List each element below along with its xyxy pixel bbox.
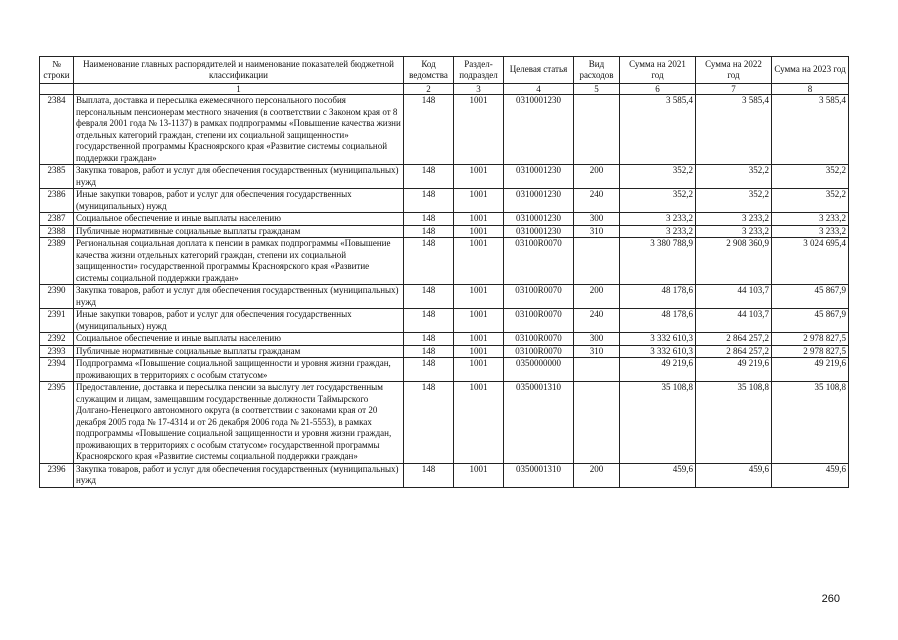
column-number: 1: [74, 84, 404, 95]
expense-type-cell: 310: [574, 345, 620, 358]
expense-type-cell: 200: [574, 165, 620, 189]
description-cell: Иные закупки товаров, работ и услуг для обеспечения государственных (муниципальных) нужд: [74, 189, 404, 213]
table-row: [40, 333, 849, 346]
amount-2021-cell: 3 233,2: [620, 213, 696, 226]
expense-type-cell: [574, 95, 620, 165]
table-row: [40, 358, 849, 382]
amount-2022-cell: 459,6: [696, 463, 772, 487]
dept-code-cell: 148: [404, 333, 454, 346]
amount-2022-cell: 3 233,2: [696, 225, 772, 238]
table-row: [40, 463, 849, 487]
amount-2022-cell: 44 103,7: [696, 309, 772, 333]
description-cell: Публичные нормативные социальные выплаты гражданам: [74, 225, 404, 238]
amount-2023-cell: 352,2: [772, 189, 849, 213]
description-cell: Предоставление, доставка и пересылка пенсии за выслугу лет государственным служащим и лицам, замещавшим государственные должности Таймырского Долгано-Ненецкого автономного округа (в соответствии с законами края от 20 декабря 2005 года № 17-4314 и от 26 декабря 2006 года № 21-5553), в рамках подпрограммы «Повышение социальной защищенности и уровня жизни граждан, проживающих в территориях с особым статусом» государственной программы Красноярского края «Развитие системы социальной поддержки граждан»: [74, 382, 404, 464]
amount-2021-cell: 3 380 788,9: [620, 238, 696, 285]
target-article-cell: 0310001230: [504, 189, 574, 213]
target-article-cell: 0310001230: [504, 165, 574, 189]
amount-2022-cell: 2 864 257,2: [696, 333, 772, 346]
amount-2023-cell: 2 978 827,5: [772, 333, 849, 346]
target-article-cell: 0310001230: [504, 213, 574, 226]
table-header-row: [40, 57, 849, 84]
description-cell: Закупка товаров, работ и услуг для обеспечения государственных (муниципальных) нужд: [74, 463, 404, 487]
section-cell: 1001: [454, 345, 504, 358]
column-number: 8: [772, 84, 849, 95]
dept-code-cell: 148: [404, 463, 454, 487]
row-number-cell: 2385: [40, 165, 74, 189]
row-number-cell: 2393: [40, 345, 74, 358]
section-cell: 1001: [454, 463, 504, 487]
amount-2021-cell: 352,2: [620, 189, 696, 213]
dept-code-cell: 148: [404, 95, 454, 165]
table-row: [40, 165, 849, 189]
column-number: 7: [696, 84, 772, 95]
expense-type-cell: 240: [574, 309, 620, 333]
column-header: Код ведомства: [404, 57, 454, 84]
amount-2022-cell: 2 908 360,9: [696, 238, 772, 285]
description-cell: Закупка товаров, работ и услуг для обеспечения государственных (муниципальных) нужд: [74, 285, 404, 309]
section-cell: 1001: [454, 309, 504, 333]
section-cell: 1001: [454, 333, 504, 346]
target-article-cell: 0350001310: [504, 382, 574, 464]
amount-2022-cell: 3 585,4: [696, 95, 772, 165]
amount-2021-cell: 3 585,4: [620, 95, 696, 165]
column-header: № строки: [40, 57, 74, 84]
target-article-cell: 03100R0070: [504, 345, 574, 358]
dept-code-cell: 148: [404, 358, 454, 382]
section-cell: 1001: [454, 285, 504, 309]
amount-2021-cell: 352,2: [620, 165, 696, 189]
row-number-cell: 2390: [40, 285, 74, 309]
table-row: [40, 345, 849, 358]
dept-code-cell: 148: [404, 309, 454, 333]
expense-type-cell: 300: [574, 333, 620, 346]
amount-2022-cell: 35 108,8: [696, 382, 772, 464]
dept-code-cell: 148: [404, 382, 454, 464]
dept-code-cell: 148: [404, 213, 454, 226]
document-page: [39, 56, 848, 488]
description-cell: Региональная социальная доплата к пенсии в рамках подпрограммы «Повышение качества жизни отдельных категорий граждан, степени их социальной защищенности» государственной программы Красноярского края «Развитие системы социальной поддержки граждан»: [74, 238, 404, 285]
amount-2022-cell: 3 233,2: [696, 213, 772, 226]
amount-2021-cell: 459,6: [620, 463, 696, 487]
target-article-cell: 03100R0070: [504, 309, 574, 333]
column-number: 6: [620, 84, 696, 95]
section-cell: 1001: [454, 213, 504, 226]
target-article-cell: 03100R0070: [504, 333, 574, 346]
amount-2022-cell: 2 864 257,2: [696, 345, 772, 358]
section-cell: 1001: [454, 95, 504, 165]
expense-type-cell: 200: [574, 463, 620, 487]
column-header: Вид расходов: [574, 57, 620, 84]
amount-2023-cell: 2 978 827,5: [772, 345, 849, 358]
page-number: 260: [821, 593, 840, 605]
row-number-cell: 2387: [40, 213, 74, 226]
row-number-cell: 2389: [40, 238, 74, 285]
row-number-cell: 2384: [40, 95, 74, 165]
section-cell: 1001: [454, 382, 504, 464]
table-row: [40, 285, 849, 309]
row-number-cell: 2388: [40, 225, 74, 238]
column-header: Целевая статья: [504, 57, 574, 84]
section-cell: 1001: [454, 358, 504, 382]
amount-2023-cell: 35 108,8: [772, 382, 849, 464]
description-cell: Социальное обеспечение и иные выплаты населению: [74, 333, 404, 346]
dept-code-cell: 148: [404, 189, 454, 213]
description-cell: Публичные нормативные социальные выплаты гражданам: [74, 345, 404, 358]
section-cell: 1001: [454, 238, 504, 285]
amount-2021-cell: 35 108,8: [620, 382, 696, 464]
amount-2021-cell: 3 233,2: [620, 225, 696, 238]
amount-2023-cell: 3 585,4: [772, 95, 849, 165]
row-number-cell: 2391: [40, 309, 74, 333]
dept-code-cell: 148: [404, 285, 454, 309]
target-article-cell: 0350000000: [504, 358, 574, 382]
target-article-cell: 03100R0070: [504, 238, 574, 285]
amount-2022-cell: 49 219,6: [696, 358, 772, 382]
table-row: [40, 309, 849, 333]
column-number: 2: [404, 84, 454, 95]
table-row: [40, 95, 849, 165]
description-cell: Закупка товаров, работ и услуг для обеспечения государственных (муниципальных) нужд: [74, 165, 404, 189]
expense-type-cell: [574, 358, 620, 382]
section-cell: 1001: [454, 189, 504, 213]
description-cell: Подпрограмма «Повышение социальной защищенности и уровня жизни граждан, проживающих в территориях с особым статусом»: [74, 358, 404, 382]
expense-type-cell: 310: [574, 225, 620, 238]
row-number-cell: 2395: [40, 382, 74, 464]
amount-2022-cell: 352,2: [696, 189, 772, 213]
amount-2023-cell: 45 867,9: [772, 285, 849, 309]
table-row: [40, 382, 849, 464]
budget-table: [39, 56, 849, 488]
amount-2023-cell: 459,6: [772, 463, 849, 487]
column-number: 3: [454, 84, 504, 95]
amount-2023-cell: 3 024 695,4: [772, 238, 849, 285]
column-header: Раздел-подраздел: [454, 57, 504, 84]
expense-type-cell: 300: [574, 213, 620, 226]
expense-type-cell: 240: [574, 189, 620, 213]
column-header: Сумма на 2021 год: [620, 57, 696, 84]
table-row: [40, 225, 849, 238]
section-cell: 1001: [454, 225, 504, 238]
description-cell: Выплата, доставка и пересылка ежемесячного персонального пособия персональным пенсионерам местного значения (в соответствии с Законом края от 8 февраля 2001 года № 13-1137) в рамках подпрограммы «Повышение качества жизни отдельных категорий граждан, степени их социальной защищенности» государственной программы Красноярского края «Развитие системы социальной поддержки граждан»: [74, 95, 404, 165]
amount-2023-cell: 352,2: [772, 165, 849, 189]
expense-type-cell: 200: [574, 285, 620, 309]
table-row: [40, 189, 849, 213]
amount-2023-cell: 45 867,9: [772, 309, 849, 333]
expense-type-cell: [574, 238, 620, 285]
table-row: [40, 238, 849, 285]
row-number-cell: 2392: [40, 333, 74, 346]
dept-code-cell: 148: [404, 238, 454, 285]
row-number-cell: 2396: [40, 463, 74, 487]
column-number: [40, 84, 74, 95]
table-body: [40, 95, 849, 488]
column-number: 4: [504, 84, 574, 95]
amount-2021-cell: 3 332 610,3: [620, 345, 696, 358]
amount-2023-cell: 49 219,6: [772, 358, 849, 382]
amount-2023-cell: 3 233,2: [772, 213, 849, 226]
amount-2023-cell: 3 233,2: [772, 225, 849, 238]
dept-code-cell: 148: [404, 345, 454, 358]
row-number-cell: 2386: [40, 189, 74, 213]
amount-2021-cell: 3 332 610,3: [620, 333, 696, 346]
row-number-cell: 2394: [40, 358, 74, 382]
column-header: Сумма на 2022 год: [696, 57, 772, 84]
target-article-cell: 03100R0070: [504, 285, 574, 309]
section-cell: 1001: [454, 165, 504, 189]
target-article-cell: 0310001230: [504, 95, 574, 165]
description-cell: Социальное обеспечение и иные выплаты населению: [74, 213, 404, 226]
amount-2022-cell: 44 103,7: [696, 285, 772, 309]
target-article-cell: 0310001230: [504, 225, 574, 238]
description-cell: Иные закупки товаров, работ и услуг для обеспечения государственных (муниципальных) нужд: [74, 309, 404, 333]
column-number: 5: [574, 84, 620, 95]
dept-code-cell: 148: [404, 165, 454, 189]
amount-2022-cell: 352,2: [696, 165, 772, 189]
expense-type-cell: [574, 382, 620, 464]
amount-2021-cell: 49 219,6: [620, 358, 696, 382]
column-number-row: [40, 84, 849, 95]
column-header: Сумма на 2023 год: [772, 57, 849, 84]
amount-2021-cell: 48 178,6: [620, 285, 696, 309]
column-header: Наименование главных распорядителей и наименование показателей бюджетной классификации: [74, 57, 404, 84]
dept-code-cell: 148: [404, 225, 454, 238]
target-article-cell: 0350001310: [504, 463, 574, 487]
table-row: [40, 213, 849, 226]
amount-2021-cell: 48 178,6: [620, 309, 696, 333]
